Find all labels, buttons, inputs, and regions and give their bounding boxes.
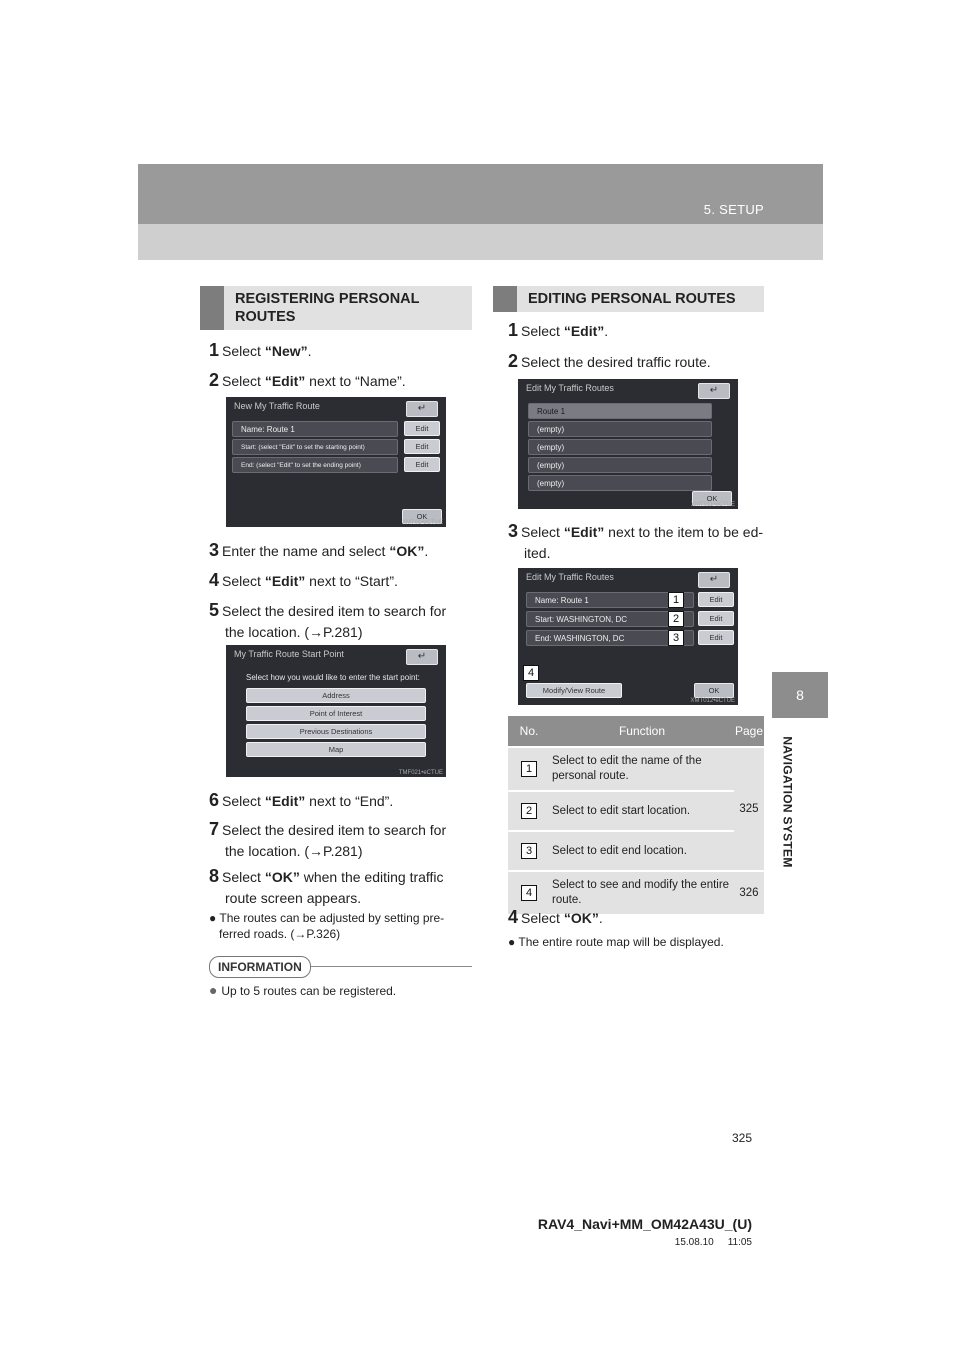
number-box: 1 [521,761,537,777]
figure-code: XMT011•eCTUE [690,502,735,508]
route-item[interactable]: (empty) [528,421,712,437]
function-cell: Select to edit end location. [550,831,734,871]
route-item[interactable]: (empty) [528,475,712,491]
route-item[interactable]: (empty) [528,439,712,455]
heading-bar [200,286,224,330]
end-row: End: WASHINGTON, DC [526,630,694,646]
figure-code: TMF021•eCTUE [398,770,443,776]
heading-text: REGISTERING PERSONAL ROUTES [235,291,420,325]
note-preferred-roads: ● The routes can be adjusted by setting pre- ferred roads. (→P.326) [209,911,445,941]
figure-code: XMT01•eCTUE [401,520,443,526]
screen-title: New My Traffic Route [234,401,320,411]
step-4: 4 Select “Edit” next to “Start”. [209,570,398,590]
number-box: 4 [521,885,537,901]
back-button[interactable]: ↵ [406,401,438,417]
col-page: Page [734,716,764,747]
heading-text: EDITING PERSONAL ROUTES [528,291,736,307]
table-row [508,791,764,831]
callout-4: 4 [523,665,539,681]
right-step-2: 2 Select the desired traffic route. [508,351,711,371]
map-button[interactable]: Map [246,742,426,757]
function-table [508,716,764,914]
screen-title: Edit My Traffic Routes [526,572,614,582]
col-no: No. [508,716,550,747]
info-bullet-icon: ● [209,982,222,998]
col-function: Function [550,716,734,747]
callout-1: 1 [668,592,684,608]
function-cell: Select to edit start location. [550,791,734,831]
back-button[interactable]: ↵ [698,572,730,588]
address-button[interactable]: Address [246,688,426,703]
edit-start-button[interactable]: Edit [404,439,440,454]
table-row [508,831,764,871]
right-step-3: 3 Select “Edit” next to the item to be ed- ited. [508,521,764,561]
step-3: 3 Enter the name and select “OK”. [209,540,429,560]
screen-start-point [226,645,446,777]
end-row: End: (select "Edit" to set the ending point) [232,457,398,473]
right-step-1: 1 Select “Edit”. [508,320,609,340]
callout-2: 2 [668,611,684,627]
section-title: 5. SETUP [703,202,764,217]
step-8: 8 Select “OK” when the editing traffic route screen appears. [209,866,444,906]
modify-view-route-button[interactable]: Modify/View Route [526,683,622,698]
note-route-map: ● The entire route map will be displayed. [508,935,724,949]
table-header-row [508,716,764,747]
step-7: 7 Select the desired item to search for the location. (→P.281) [209,819,447,859]
info-text: ● Up to 5 routes can be registered. [209,982,397,998]
screen-new-my-traffic-route [226,397,446,527]
step-5: 5 Select the desired item to search for the location. (→P.281) [209,600,447,640]
ok-button[interactable]: OK [402,509,442,524]
page-cell: 325 [734,747,764,871]
step-1: 1 Select “New”. [209,340,312,360]
callout-3: 3 [668,630,684,646]
number-box: 3 [521,843,537,859]
function-cell: Select to see and modify the entire route. [550,871,734,914]
heading-bar [493,286,517,312]
page-number: 325 [731,1131,752,1145]
edit-end-button[interactable]: Edit [404,457,440,472]
bullet-dot: ● [508,935,519,949]
back-button[interactable]: ↵ [698,383,730,399]
function-cell: Select to edit the name of the personal route. [550,747,734,791]
edit-name-button[interactable]: Edit [698,592,734,607]
step-2: 2 Select “Edit” next to “Name”. [209,370,406,390]
page-cell: 326 [734,871,764,914]
chapter-title: NAVIGATION SYSTEM [781,736,795,868]
route-item[interactable]: Route 1 [528,403,712,419]
edit-end-button[interactable]: Edit [698,630,734,645]
start-row: Start: WASHINGTON, DC [526,611,694,627]
route-item[interactable]: (empty) [528,457,712,473]
ok-button[interactable]: OK [692,491,732,506]
screen-title: My Traffic Route Start Point [234,649,344,659]
start-row: Start: (select "Edit" to set the starting point) [232,439,398,455]
name-row: Name: Route 1 [526,592,694,608]
right-step-4: 4 Select “OK”. [508,907,603,927]
table-row [508,747,764,791]
name-row: Name: Route 1 [232,421,398,437]
poi-button[interactable]: Point of Interest [246,706,426,721]
section-heading-registering [200,286,472,330]
print-timestamp: 15.08.10 11:05 [674,1237,752,1248]
figure-code: XMT012•eCTUE [690,698,735,704]
chapter-label [773,726,803,878]
screen-title: Edit My Traffic Routes [526,383,614,393]
section-heading-editing [493,286,764,312]
previous-destinations-button[interactable]: Previous Destinations [246,724,426,739]
prompt-text: Select how you would like to enter the start point: [246,673,420,682]
header-subband [138,224,823,260]
chapter-tab[interactable]: 8 [772,672,828,718]
back-button[interactable]: ↵ [406,649,438,665]
edit-name-button[interactable]: Edit [404,421,440,436]
bullet-dot: ● [209,911,220,925]
ok-button[interactable]: OK [694,683,734,698]
information-label: INFORMATION [209,956,311,978]
document-id: RAV4_Navi+MM_OM42A43U_(U) [537,1216,752,1232]
edit-start-button[interactable]: Edit [698,611,734,626]
step-6: 6 Select “Edit” next to “End”. [209,790,394,810]
screen-edit-routes-list [518,379,738,509]
screen-edit-route-detail [518,568,738,705]
number-box: 2 [521,803,537,819]
